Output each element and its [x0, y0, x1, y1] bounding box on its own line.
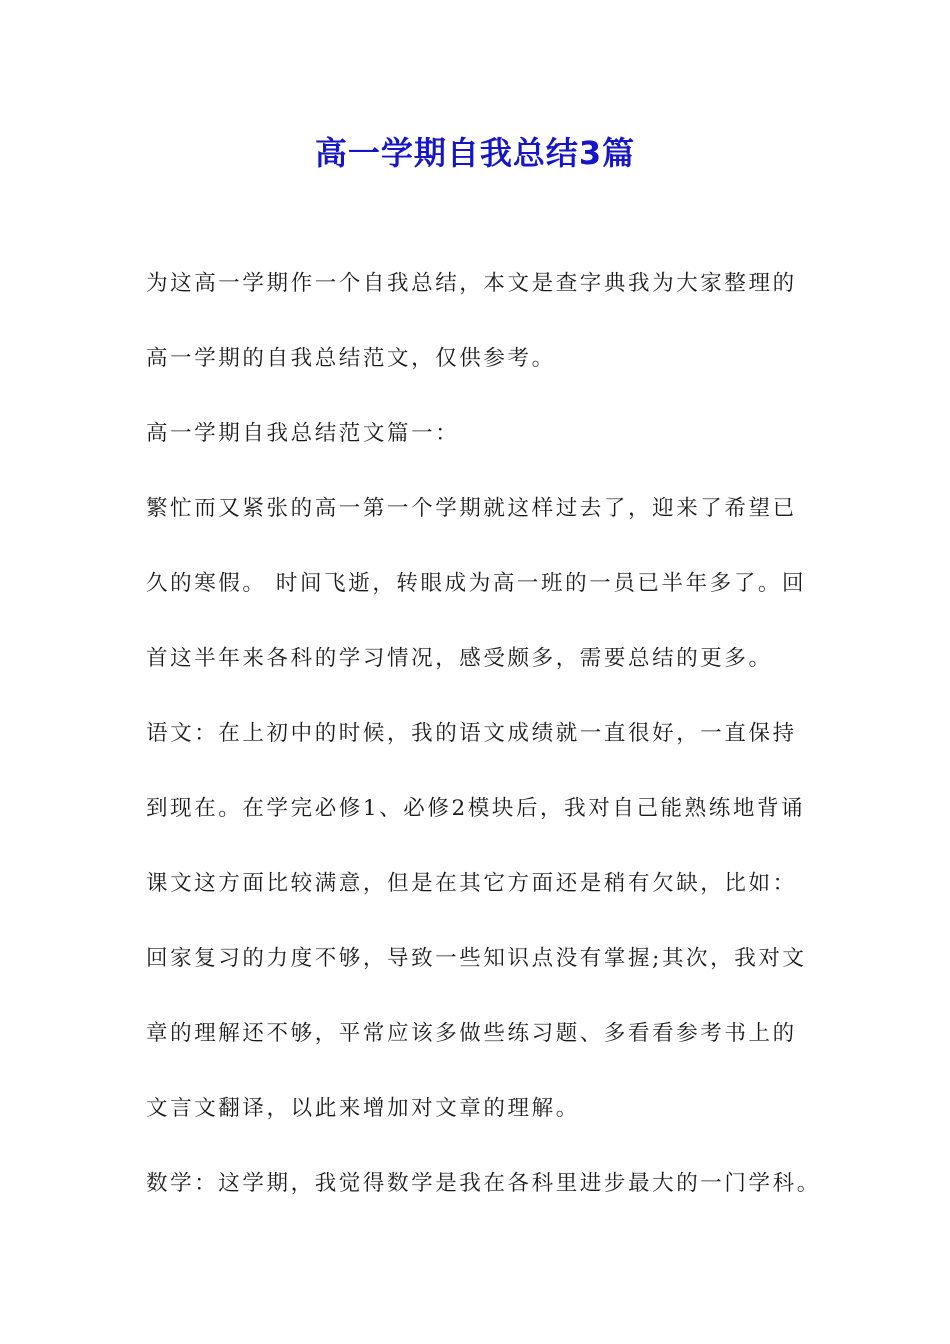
paragraph-line: 首这半年来各科的学习情况，感受颇多，需要总结的更多。: [146, 646, 773, 671]
paragraph-line: 久的寒假。 时间飞逝，转眼成为高一班的一员已半年多了。回: [146, 571, 807, 596]
intro-line-2: 高一学期的自我总结范文，仅供参考。: [146, 346, 556, 371]
paragraph-line: 文言文翻译，以此来增加对文章的理解。: [146, 1096, 580, 1121]
paragraph-line: 语文：在上初中的时候，我的语文成绩就一直很好，一直保持: [146, 721, 797, 746]
paragraph-line: 课文这方面比较满意，但是在其它方面还是稍有欠缺，比如：: [146, 871, 797, 896]
paragraph-line: 繁忙而又紧张的高一第一个学期就这样过去了，迎来了希望已: [146, 496, 797, 521]
page-title: 高一学期自我总结3篇: [314, 134, 636, 172]
paragraph-line: 到现在。在学完必修1、必修2模块后，我对自己能熟练地背诵: [146, 796, 806, 821]
section-heading: 高一学期自我总结范文篇一：: [146, 421, 460, 446]
intro-line-1: 为这高一学期作一个自我总结，本文是查字典我为大家整理的: [146, 271, 797, 296]
paragraph-line: 数学：这学期，我觉得数学是我在各科里进步最大的一门学科。: [146, 1171, 821, 1196]
paragraph-line: 回家复习的力度不够，导致一些知识点没有掌握;其次，我对文: [146, 946, 807, 971]
paragraph-line: 章的理解还不够，平常应该多做些练习题、多看看参考书上的: [146, 1021, 797, 1046]
